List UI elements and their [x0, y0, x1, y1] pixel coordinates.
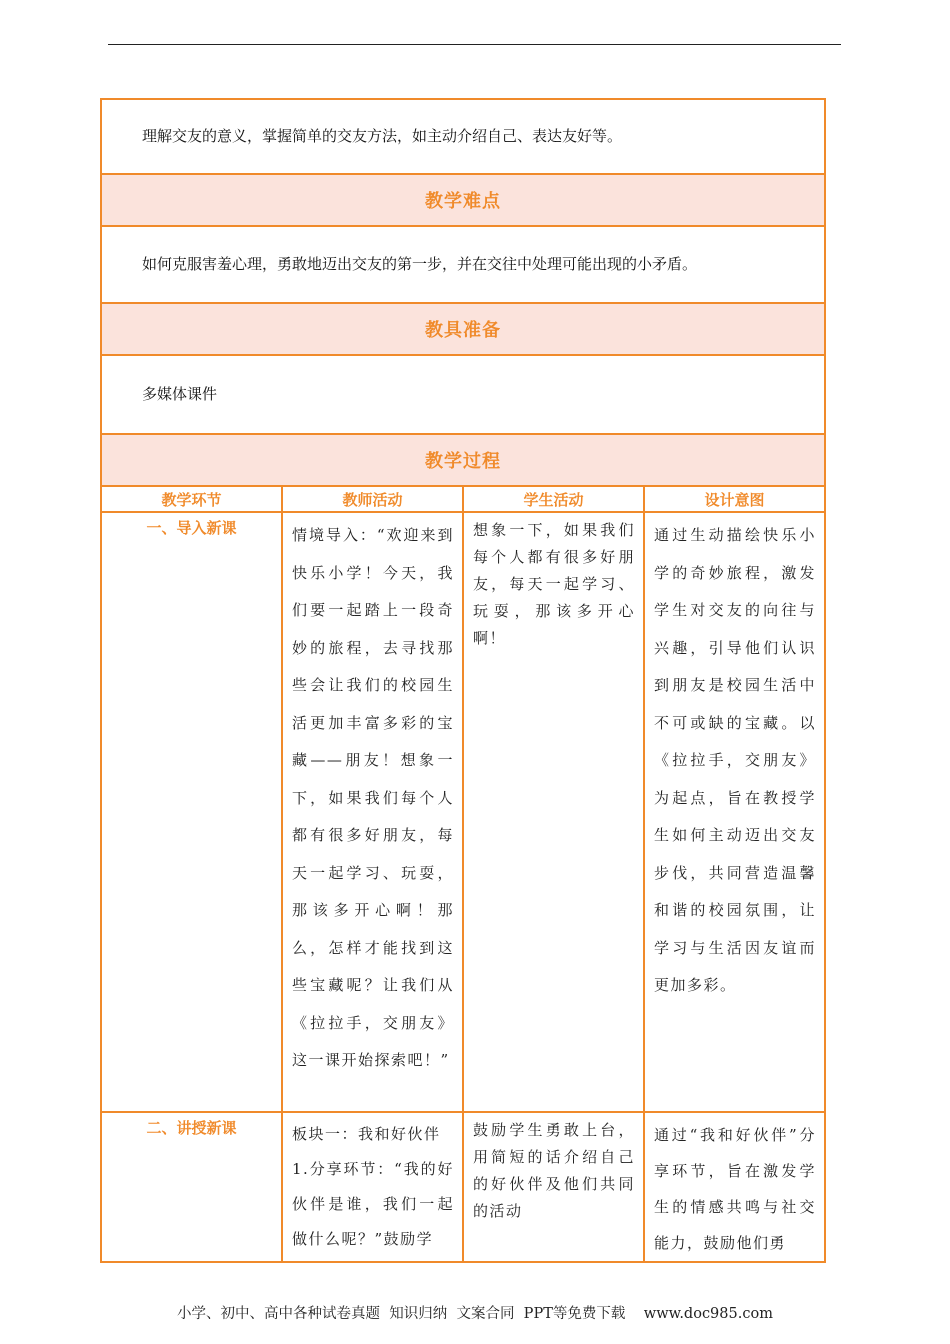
column-header-stage: 教学环节 — [101, 486, 282, 512]
difficulty-text: 如何克服害羞心理，勇敢地迈出交友的第一步，并在交往中处理可能出现的小矛盾。 — [101, 226, 825, 303]
stage-label: 二、讲授新课 — [101, 1112, 282, 1262]
design-intent: 通过“我和好伙伴”分享环节，旨在激发学生的情感共鸣与社交能力，鼓励他们勇 — [644, 1112, 825, 1262]
table-row — [101, 512, 825, 1112]
objective-text: 理解交友的意义，掌握简单的交友方法，如主动介绍自己、表达友好等。 — [101, 99, 825, 174]
lesson-plan-table — [100, 98, 826, 1263]
student-activity: 鼓励学生勇敢上台，用简短的话介绍自己的好伙伴及他们共同的活动 — [463, 1112, 644, 1262]
section-heading-process: 教学过程 — [101, 434, 825, 486]
header-rule — [108, 44, 841, 45]
lesson-plan-sheet — [100, 98, 824, 1263]
section-heading-difficulty: 教学难点 — [101, 174, 825, 226]
column-header-student: 学生活动 — [463, 486, 644, 512]
column-header-row — [101, 486, 825, 512]
student-activity: 想象一下，如果我们每个人都有很多好朋友，每天一起学习、玩耍，那该多开心啊！ — [463, 512, 644, 1112]
teacher-activity-line: 1.分享环节：“我的好伙伴是谁，我们一起做什么呢？”鼓励学 — [292, 1160, 454, 1248]
teacher-activity — [282, 1112, 463, 1262]
teacher-activity-line: 板块一：我和好伙伴 — [292, 1125, 441, 1143]
teacher-activity: 情境导入：“欢迎来到快乐小学！今天，我们要一起踏上一段奇妙的旅程，去寻找那些会让我们的校园生活更加丰富多彩的宝藏——朋友！想象一下，如果我们每个人都有很多好朋友，每天一起学习、玩耍，那该多开心啊！那么，怎样才能找到这些宝藏呢？让我们从《拉拉手，交朋友》这一课开始探索吧！” — [282, 512, 463, 1112]
table-row — [101, 1112, 825, 1262]
section-heading-tools: 教具准备 — [101, 303, 825, 355]
column-header-intent: 设计意图 — [644, 486, 825, 512]
design-intent: 通过生动描绘快乐小学的奇妙旅程，激发学生对交友的向往与兴趣，引导他们认识到朋友是校园生活中不可或缺的宝藏。以《拉拉手，交朋友》为起点，旨在教授学生如何主动迈出交友步伐，共同营造温馨和谐的校园氛围，让学习与生活因友谊而更加多彩。 — [644, 512, 825, 1112]
column-header-teacher: 教师活动 — [282, 486, 463, 512]
page-footer: 小学、初中、高中各种试卷真题 知识归纳 文案合同 PPT等免费下载 www.doc985.com — [177, 1306, 773, 1322]
stage-label: 一、导入新课 — [101, 512, 282, 1112]
tools-text: 多媒体课件 — [101, 355, 825, 434]
